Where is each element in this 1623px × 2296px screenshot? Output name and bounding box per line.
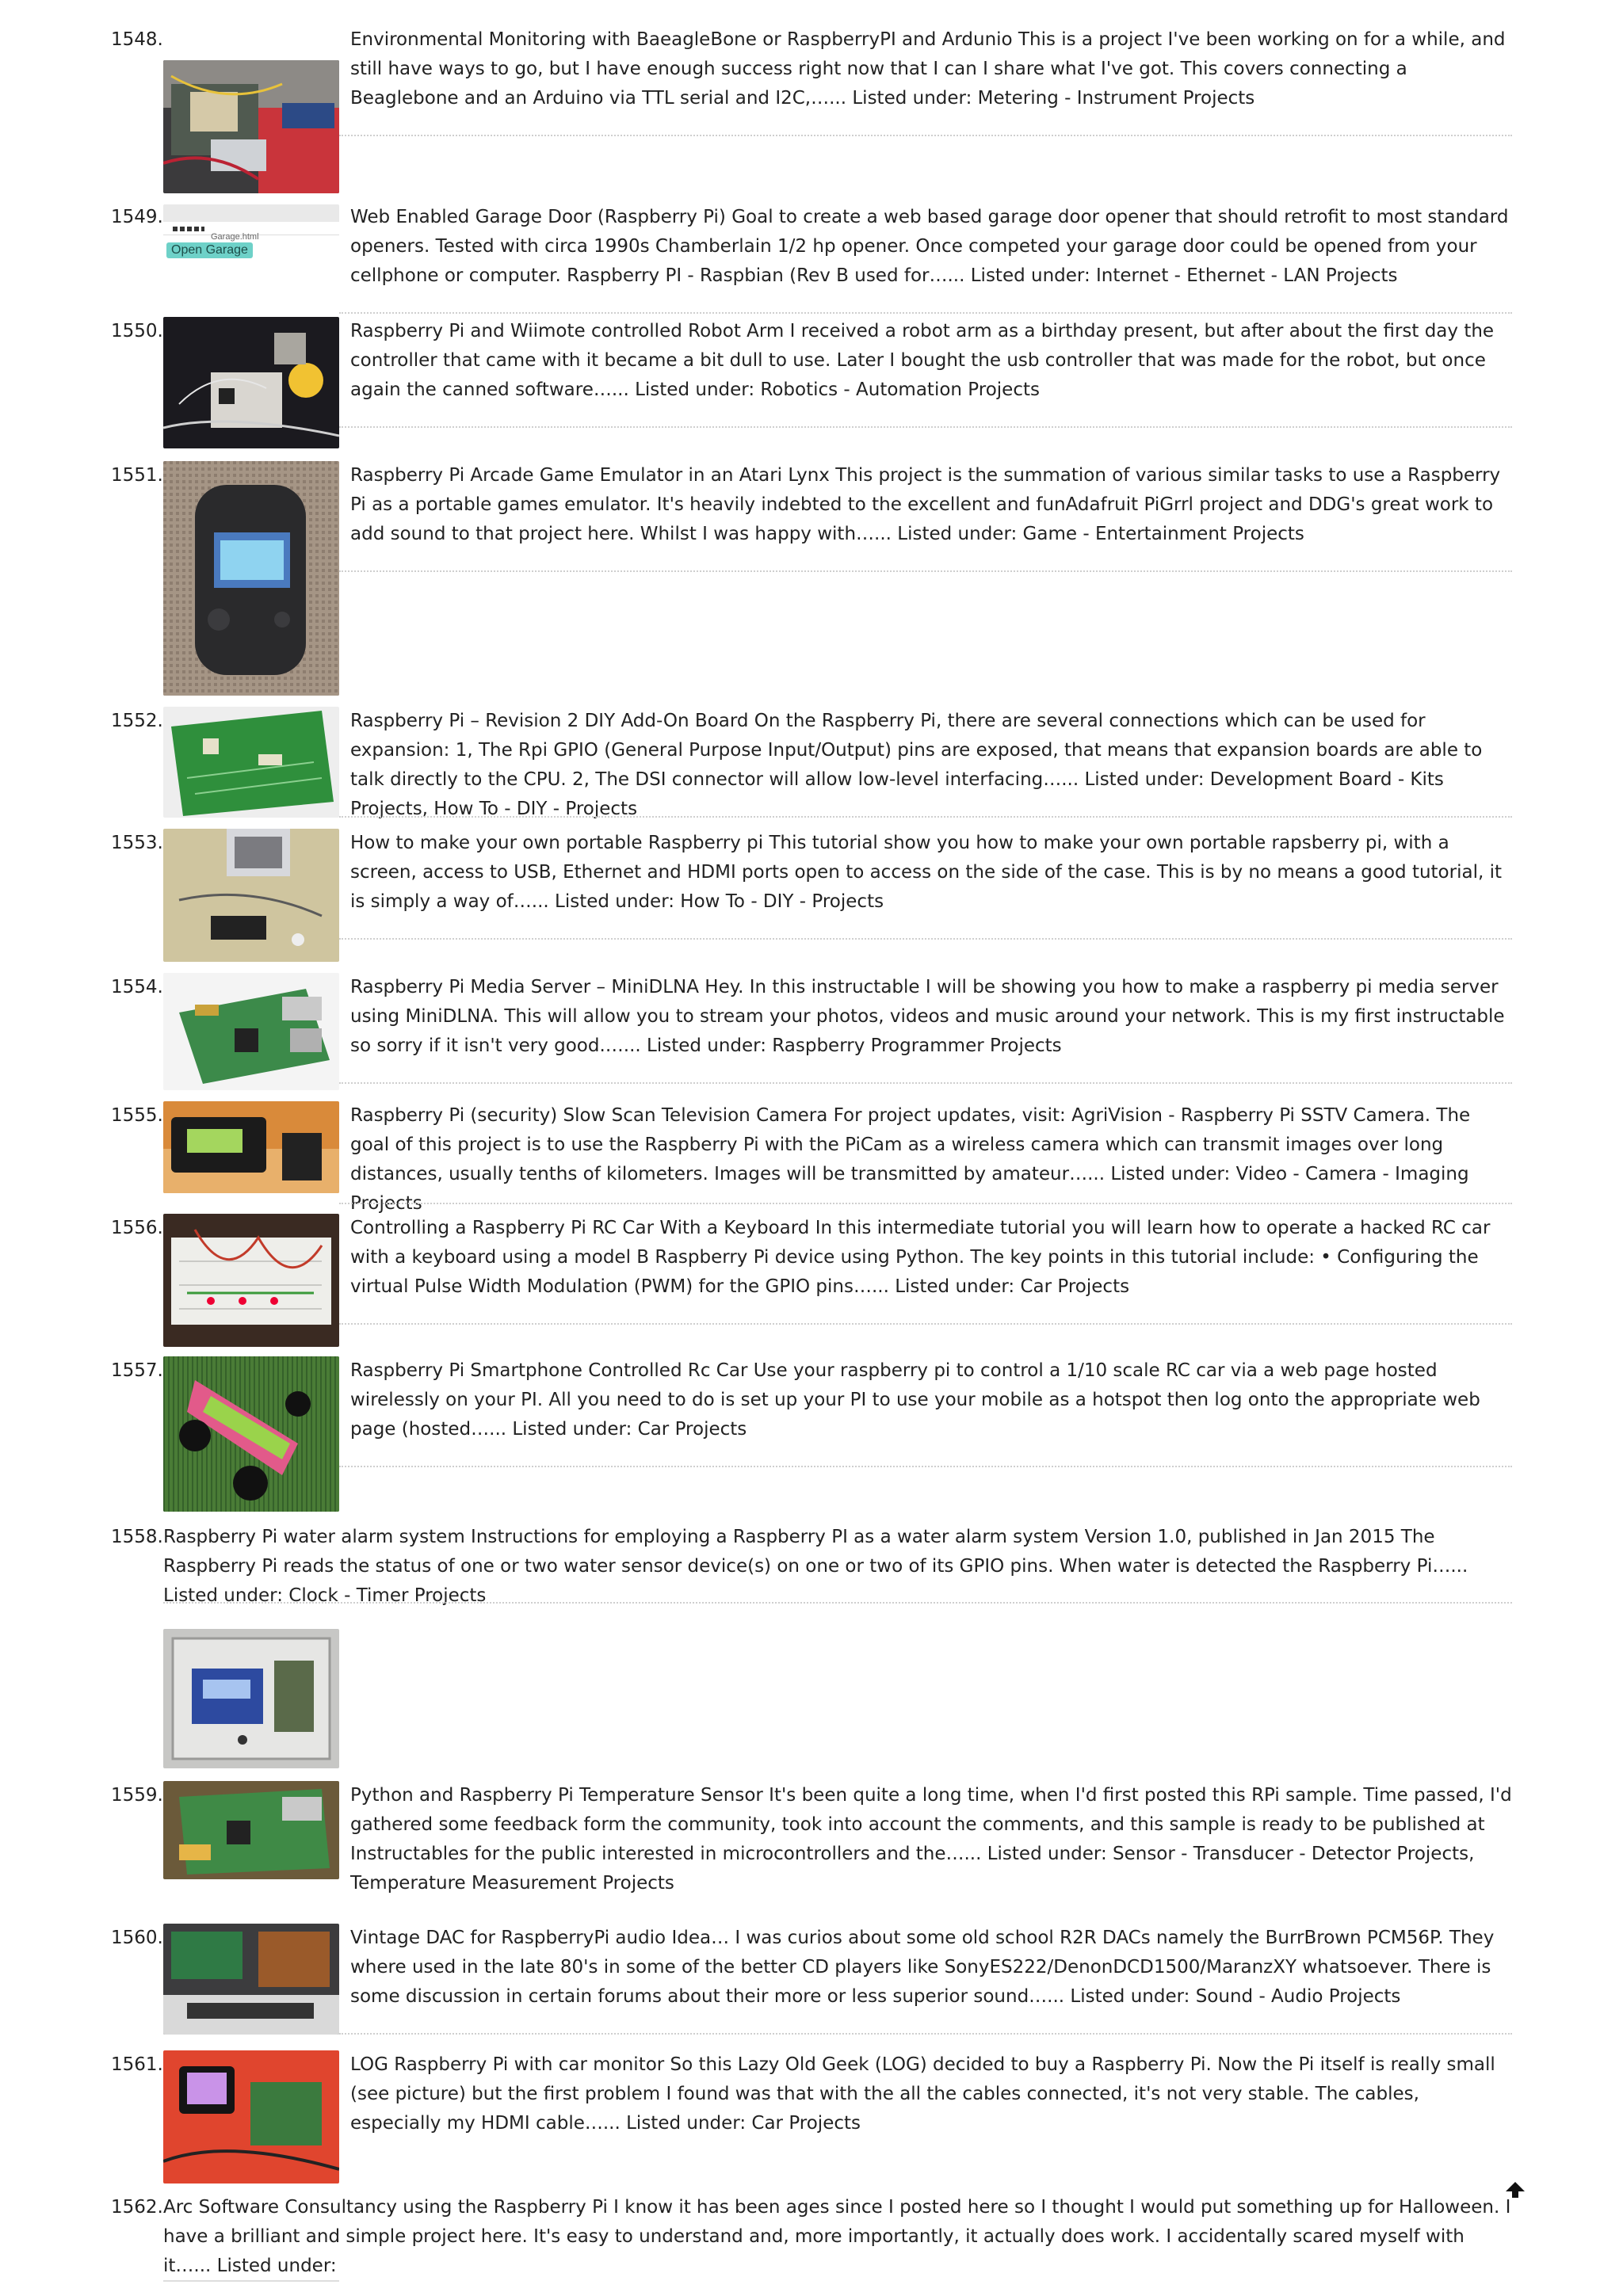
list-item xyxy=(111,829,1512,963)
item-number: 1554. xyxy=(111,977,163,997)
list-item xyxy=(111,2050,1512,2185)
item-description[interactable]: Controlling a Raspberry Pi RC Car With a Keyboard In this intermediate tutorial you will learn how to operate a hacked RC car with a keyboard using a model B Raspberry Pi device using Python. The key points in this tutorial include: • Configuring the virtual Pulse Width Modulation (PWM) for the GPIO pins…... Listed under: Car Projects xyxy=(350,1218,1491,1297)
item-number: 1557. xyxy=(111,1360,163,1381)
list-item xyxy=(111,1924,1512,2042)
back-to-top-button[interactable] xyxy=(1504,2179,1526,2201)
item-divider xyxy=(163,2280,339,2282)
item-number: 1553. xyxy=(111,833,163,853)
list-item xyxy=(111,203,1512,314)
item-number: 1556. xyxy=(111,1218,163,1238)
thumbnail-image[interactable] xyxy=(163,2050,339,2183)
thumbnail-image[interactable] xyxy=(163,60,339,193)
item-divider xyxy=(339,426,1512,428)
item-number: 1562. xyxy=(111,2197,163,2218)
item-description[interactable]: LOG Raspberry Pi with car monitor So this Lazy Old Geek (LOG) decided to buy a Raspberry Pi. Now the Pi itself is really small (see picture) but the first problem I found was that with the all the cables connected, it's not very stable. The cables, especially my HDMI cable…... Listed under: Car Projects xyxy=(350,2054,1495,2134)
list-item xyxy=(111,1214,1512,1348)
address-dots xyxy=(173,227,204,231)
item-number: 1548. xyxy=(111,29,163,50)
item-divider xyxy=(339,816,1512,818)
arrow-up-icon xyxy=(1504,2179,1526,2201)
item-description[interactable]: Raspberry Pi water alarm system Instructions for employing a Raspberry PI as a water alarm system Version 1.0, published in Jan 2015 The Raspberry Pi reads the status of one or two water sensor device(s) on one or two of its GPIO pins. When water is detected the Raspberry Pi…... Listed under: Clock - Timer Projects xyxy=(163,1527,1468,1606)
thumbnail-image[interactable] xyxy=(163,1924,339,2035)
item-number: 1555. xyxy=(111,1105,163,1126)
open-garage-button: Open Garage xyxy=(166,242,253,258)
list-item xyxy=(111,2193,1512,2296)
thumbnail-image[interactable] xyxy=(163,829,339,962)
item-number: 1550. xyxy=(111,321,163,341)
thumbnail-image[interactable] xyxy=(163,1356,339,1512)
item-divider xyxy=(339,1203,1512,1204)
thumbnail-image[interactable] xyxy=(163,973,339,1090)
item-number: 1551. xyxy=(111,465,163,486)
item-description[interactable]: Raspberry Pi Arcade Game Emulator in an Atari Lynx This project is the summation of various similar tasks to use a Raspberry Pi as a portable games emulator. It's heavily indebted to the excellent and funAdafruit PiGrrl project and DDG's great work to add sound to that project here. Whilst I was happy with…... Listed under: Game - Entertainment Projects xyxy=(350,465,1501,544)
item-description[interactable]: Raspberry Pi – Revision 2 DIY Add-On Board On the Raspberry Pi, there are several connections which can be used for expansion: 1, The Rpi GPIO (General Purpose Input/Output) pins are exposed, that means that expansion boards are able to talk directly to the CPU. 2, The DSI connector will allow low-level interfacing…... Listed under: Development Board - Kits Projects, How To - DIY - Projects xyxy=(350,711,1483,819)
list-item xyxy=(111,25,1512,184)
item-description[interactable]: Environmental Monitoring with BaeagleBone or RaspberryPI and Ardunio This is a project I've been working on for a while, and still have ways to go, but I have enough success right now that I can I share what I've got. This covers connecting a Beaglebone and an Arduino via TTL serial and I2C,…... Listed under: Metering - Instrument Projects xyxy=(350,29,1506,109)
item-divider xyxy=(339,570,1512,572)
thumbnail-image[interactable] xyxy=(163,317,339,448)
item-number: 1561. xyxy=(111,2054,163,2075)
item-number: 1552. xyxy=(111,711,163,731)
item-divider xyxy=(339,2033,1512,2035)
item-number: 1558. xyxy=(111,1527,163,1547)
list-item xyxy=(111,461,1512,699)
item-number: 1559. xyxy=(111,1785,163,1806)
item-divider xyxy=(163,1602,1512,1604)
address-url: Garage.html xyxy=(211,232,259,242)
thumbnail-image[interactable] xyxy=(163,707,339,818)
item-description[interactable]: Vintage DAC for RaspberryPi audio Idea… I was curios about some old school R2R DACs namely the BurrBrown PCM56P. They where used in the late 80's in some of the better CD players like SonyES222/DenonDCD1500/MaranzXY whatsoever. There is some discussion in certain forums about their more or less superior sound…... Listed under: Sound - Audio Projects xyxy=(350,1928,1495,2007)
list-item xyxy=(111,707,1512,826)
item-divider xyxy=(339,1323,1512,1325)
browser-status-bar xyxy=(163,204,339,222)
list-item xyxy=(111,1356,1512,1515)
item-description[interactable]: How to make your own portable Raspberry pi This tutorial show you how to make your own portable rapsberry pi, with a screen, access to USB, Ethernet and HDMI ports open to access on the side of the case. This is by no means a good tutorial, it is simply a way of…... Listed under: How To - DIY - Projects xyxy=(350,833,1502,912)
item-description[interactable]: Web Enabled Garage Door (Raspberry Pi) Goal to create a web based garage door opener that should retrofit to most standard openers. Tested with circa 1990s Chamberlain 1/2 hp opener. Once competed your garage door could be opened from your cellphone or computer. Raspberry PI - Raspbian (Rev B used for…... Listed under: Internet - Ethernet - LAN Projects xyxy=(350,207,1509,286)
list-item xyxy=(111,973,1512,1100)
list-item xyxy=(111,317,1512,444)
item-description[interactable]: Raspberry Pi Smartphone Controlled Rc Car Use your raspberry pi to control a 1/10 scale RC car via a web page hosted wirelessly on your PI. All you need to do is set up your PI to use your mobile as a hotspot then log onto the appropriate web page (hosted…... Listed under: Car Projects xyxy=(350,1360,1480,1440)
item-description[interactable]: Arc Software Consultancy using the Raspberry Pi I know it has been ages since I posted here so I thought I would put something up for Halloween. I have a brilliant and simple project here. It's easy to understand and, more importantly, it actually does work. I accidentally scared myself with it…... Listed under: xyxy=(163,2197,1511,2276)
thumbnail-image[interactable] xyxy=(163,1101,339,1193)
item-description[interactable]: Raspberry Pi Media Server – MiniDLNA Hey. In this instructable I will be showing you how to make a raspberry pi media server using MiniDLNA. This will allow you to stream your photos, videos and music around your network. This is my first instructable so sorry if it isn't very good.…... Listed under: Raspberry Programmer Projects xyxy=(350,977,1505,1056)
item-divider xyxy=(339,1466,1512,1467)
list-item xyxy=(111,1781,1512,1916)
item-divider xyxy=(339,312,1512,314)
thumbnail-image[interactable] xyxy=(163,1629,339,1768)
item-description[interactable]: Raspberry Pi (security) Slow Scan Television Camera For project updates, visit: AgriVision - Raspberry Pi SSTV Camera. The goal of this project is to use the Raspberry Pi with the PiCam as a wireless camera which can transmit images over long distances, usually tenths of kilometers. Images will be transmitted by amateur…... Listed under: Video - Camera - Imaging Projects xyxy=(350,1105,1471,1214)
item-description[interactable]: Python and Raspberry Pi Temperature Sensor It's been quite a long time, when I'd first posted this RPi sample. Time passed, I'd gathered some feedback form the community, took into account the comments, and this sample is ready to be published at Instructables for the public interested in microcontrollers and the…... Listed under: Sensor - Transducer - Detector Projects, Temperature Measurement Projects xyxy=(350,1785,1512,1894)
thumbnail-image[interactable] xyxy=(163,1214,339,1347)
item-description[interactable]: Raspberry Pi and Wiimote controlled Robot Arm I received a robot arm as a birthday present, but after about the first day the controller that came with it became a bit dull to use. Later I bought the usb controller that was made for the robot, but once again the canned software…... Listed under: Robotics - Automation Projects xyxy=(350,321,1495,400)
list-item xyxy=(111,1523,1512,1768)
thumbnail-image[interactable] xyxy=(163,204,339,260)
item-divider xyxy=(339,135,1512,136)
item-number: 1560. xyxy=(111,1928,163,1948)
item-divider xyxy=(339,1082,1512,1084)
item-number: 1549. xyxy=(111,207,163,227)
thumbnail-image[interactable] xyxy=(163,1781,339,1879)
item-divider xyxy=(339,938,1512,940)
thumbnail-image[interactable] xyxy=(163,461,339,696)
list-item xyxy=(111,1101,1512,1220)
